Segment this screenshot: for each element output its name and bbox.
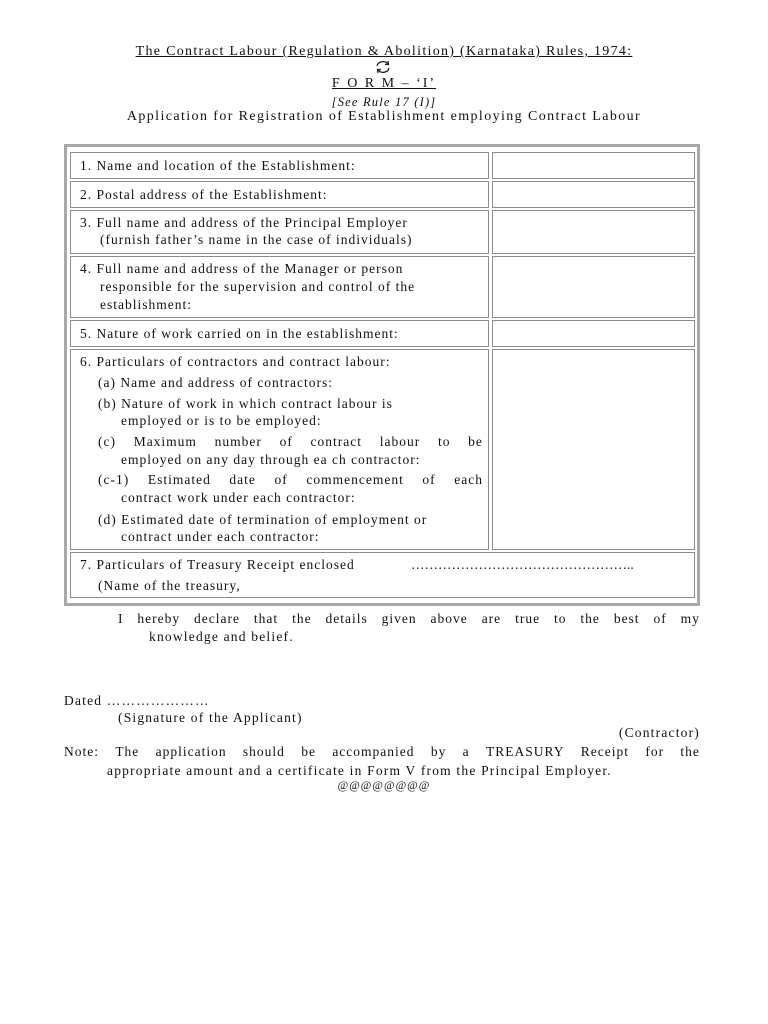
applicant-signature-label: (Signature of the Applicant)	[118, 710, 303, 725]
item-6b-label-line1: (b) Nature of work in which contract labour is	[98, 396, 393, 411]
item-4-answer-cell[interactable]	[492, 256, 695, 318]
item-2-label-cell	[70, 181, 489, 208]
form-table	[64, 144, 700, 606]
refresh-icon	[374, 59, 392, 75]
declaration-line1: I hereby declare that the details given above are true to the best of my	[118, 611, 700, 626]
contractor-label: (Contractor)	[618, 725, 700, 740]
item-4-label-line2: responsible for the supervision and control of the	[100, 279, 416, 294]
item-6-label-cell	[70, 349, 489, 550]
item-5-label-cell	[70, 320, 489, 347]
end-mark: @@@@@@@@	[337, 780, 431, 792]
item-3-answer-cell[interactable]	[492, 210, 695, 254]
item-6-label: 6. Particulars of contractors and contract labour:	[80, 354, 391, 369]
item-6c-label-line1: (c) Maximum number of contract labour to be	[98, 434, 483, 449]
item-2-label: 2. Postal address of the Establishment:	[80, 187, 328, 202]
item-6b-label-line2: employed or is to be employed:	[121, 413, 322, 428]
item-2-answer-cell[interactable]	[492, 181, 695, 208]
item-6c-label-line2: employed on any day through ea ch contractor:	[121, 452, 421, 467]
note-line2: appropriate amount and a certificate in Form V from the Principal Employer.	[107, 763, 612, 778]
dated-field[interactable]: Dated …………………	[64, 693, 210, 708]
rule-reference: [See Rule 17 (I)]	[331, 95, 437, 109]
note-line1: Note: The application should be accompanied by a TREASURY Receipt for the	[64, 744, 700, 759]
item-3-label-line2: (furnish father’s name in the case of individuals)	[100, 232, 413, 247]
item-4-label-cell	[70, 256, 489, 318]
item-7-label-line2: (Name of the treasury,	[98, 578, 241, 593]
item-6-answer-cell[interactable]	[492, 349, 695, 550]
item-6c1-label-line1: (c-1) Estimated date of commencement of each	[98, 472, 483, 487]
item-5-answer-cell[interactable]	[492, 320, 695, 347]
item-6d-label-line1: (d) Estimated date of termination of employment or	[98, 512, 428, 527]
item-1-answer-cell[interactable]	[492, 152, 695, 179]
item-6a-label: (a) Name and address of contractors:	[98, 375, 334, 390]
item-6d-label-line2: contract under each contractor:	[121, 529, 320, 544]
application-title: Application for Registration of Establishment employing Contract Labour	[126, 109, 642, 124]
item-1-label: 1. Name and location of the Establishment:	[80, 158, 356, 173]
item-6c1-label-line2: contract work under each contractor:	[121, 490, 356, 505]
item-3-label-cell	[70, 210, 489, 254]
declaration-line2: knowledge and belief.	[149, 629, 294, 644]
form-number: F O R M – ‘I’	[331, 76, 437, 91]
item-4-label-line1: 4. Full name and address of the Manager or person	[80, 261, 404, 276]
item-5-label: 5. Nature of work carried on in the establishment:	[80, 326, 399, 341]
rules-title: The Contract Labour (Regulation & Abolition) (Karnataka) Rules, 1974:	[135, 44, 633, 59]
item-7-dots[interactable]: …………………………………………..	[411, 557, 634, 572]
item-1-label-cell	[70, 152, 489, 179]
item-4-label-line3: establishment:	[100, 297, 192, 312]
item-3-label-line1: 3. Full name and address of the Principal Employer	[80, 215, 408, 230]
item-7-label-line1: 7. Particulars of Treasury Receipt enclosed	[80, 557, 355, 572]
item-7-cell	[70, 552, 695, 598]
